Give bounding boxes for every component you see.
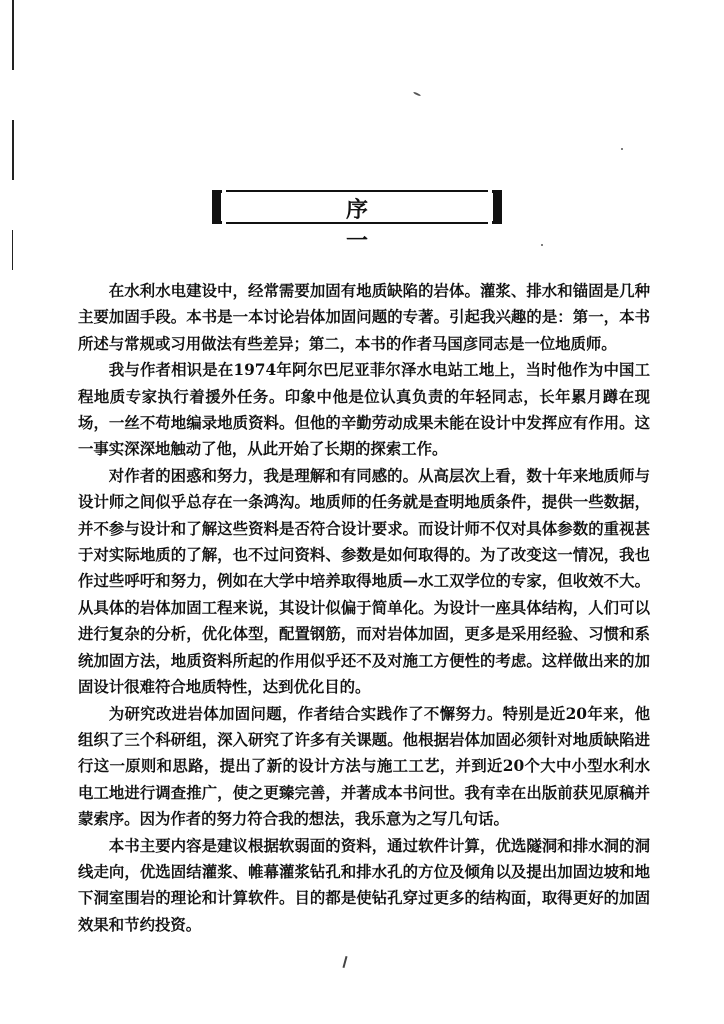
preface-body [78,278,650,938]
scan-edge-mark [12,120,14,180]
scan-edge-mark [12,0,14,70]
title-rule-top [226,190,488,192]
page-title: 序 一 [345,198,428,254]
paragraph: 对作者的困惑和努力，我是理解和有同感的。从高层次上看，数十年来地质师与设计师之间似乎总存在一条鸿沟。地质师的任务就是查明地质条件，提供一些数据，并不参与设计和了解这些资料是否符合设计要求。而设计师不仅对具体参数的重视甚于对实际地质的了解，也不过问资料、参数是如何取得的。为了改变这一情况，我也作过些呼吁和努力，例如在大学中培养取得地质—水工双学位的专家，但收效不大。从具体的岩体加固工程来说，其设计似偏于简单化。为设计一座具体结构，人们可以进行复杂的分析，优化体型，配置钢筋，而对岩体加固，更多是采用经验、习惯和系统加固方法，地质资料所起的作用似乎还不及对施工方便性的考虑。这样做出来的加固设计很难符合地质特性，达到优化目的。 [78,466,650,697]
paragraph: 我与作者相识是在1974年阿尔巴尼亚菲尔泽水电站工地上，当时他作为中国工程地质专家执行着援外任务。印象中他是位认真负责的年轻同志，长年累月蹲在现场，一丝不苟地编录地质资料。但他的辛勤劳动成果未能在设计中发挥应有作用。这一事实深深地触动了他，从此开始了长期的探索工作。 [78,361,650,459]
scan-speck [621,148,623,150]
scan-speck [413,91,421,96]
scan-speck [342,956,347,968]
paragraph: 在水利水电建设中，经常需要加固有地质缺陷的岩体。灌浆、排水和锚固是几种主要加固手段。本书是一本讨论岩体加固问题的专著。引起我兴趣的是：第一，本书所述与常规或习用做法有些差异；第二，本书的作者马国彦同志是一位地质师。 [78,282,650,353]
paragraph: 本书主要内容是建议根据软弱面的资料，通过软件计算，优选隧洞和排水洞的洞线走向，优选固结灌浆、帷幕灌浆钻孔和排水孔的方位及倾角以及提出加固边坡和地下洞室围岩的理论和计算软件。目的都是使钻孔穿过更多的结构面，取得更好的加固效果和节约投资。 [78,836,650,934]
preface-title-box [212,190,502,254]
scan-edge-mark [12,230,13,270]
paragraph: 为研究改进岩体加固问题，作者结合实践作了不懈努力。特别是近20年来，他组织了三个科研组，深入研究了许多有关课题。他根据岩体加固必须针对地质缺陷进行这一原则和思路，提出了新的设计方法与施工工艺，并到近20个大中小型水利水电工地进行调查推广，使之更臻完善，并著成本书问世。我有幸在出版前获见原稿并蒙索序。因为作者的努力符合我的想法，我乐意为之写几句话。 [78,704,650,829]
scan-speck [541,244,543,246]
